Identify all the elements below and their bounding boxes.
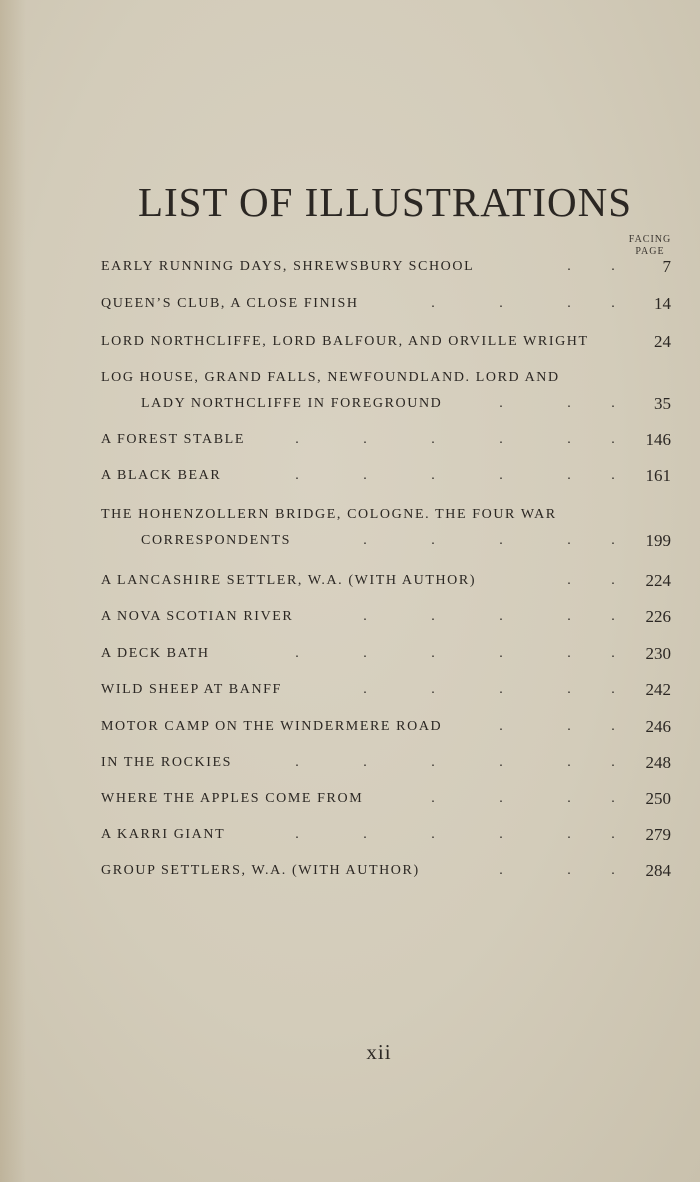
- leader-dot: .: [611, 432, 615, 447]
- leader-dot: .: [431, 827, 435, 842]
- entry-caption: A KARRI GIANT: [101, 827, 226, 842]
- entry-caption: GROUP SETTLERS, W.A. (WITH AUTHOR): [101, 863, 420, 878]
- entry-line: [101, 822, 671, 848]
- leader-dot: .: [363, 533, 367, 548]
- leader-dot: .: [295, 468, 299, 483]
- leader-dot: .: [363, 432, 367, 447]
- leader-dot: .: [499, 827, 503, 842]
- illustration-entry: [101, 254, 671, 280]
- entry-caption: A LANCASHIRE SETTLER, W.A. (WITH AUTHOR): [101, 573, 477, 588]
- entry-line: [101, 677, 671, 703]
- leader-dot: .: [567, 827, 571, 842]
- page-title: LIST OF ILLUSTRATIONS: [137, 179, 633, 225]
- entry-line: [101, 858, 671, 884]
- leader-dots: [535, 254, 623, 280]
- leader-dot: .: [363, 682, 367, 697]
- leader-dot: .: [611, 609, 615, 624]
- leader-dot: .: [431, 296, 435, 311]
- leader-dot: .: [431, 755, 435, 770]
- entry-caption: A BLACK BEAR: [101, 468, 222, 483]
- leader-dot: .: [611, 827, 615, 842]
- entry-caption: WHERE THE APPLES COME FROM: [101, 791, 364, 806]
- leader-dots: [535, 568, 623, 594]
- leader-dot: .: [567, 863, 571, 878]
- facing-page-number: 24: [654, 332, 671, 351]
- leader-dot: .: [499, 646, 503, 661]
- leader-dot: .: [567, 432, 571, 447]
- leader-dot: .: [499, 719, 503, 734]
- leader-dot: .: [363, 609, 367, 624]
- entry-line: [101, 786, 671, 812]
- leader-dot: .: [499, 682, 503, 697]
- leader-dots: [263, 463, 623, 489]
- leader-dot: .: [499, 468, 503, 483]
- illustration-entry: [101, 329, 671, 355]
- leader-dot: .: [611, 468, 615, 483]
- illustration-entry: [101, 463, 671, 489]
- entry-caption: A FOREST STABLE: [101, 432, 245, 447]
- leader-dot: .: [567, 396, 571, 411]
- illustration-entry: [101, 750, 671, 776]
- facing-page-number: 246: [645, 717, 671, 736]
- leader-dot: .: [431, 432, 435, 447]
- facing-page-number: 284: [645, 861, 671, 880]
- leader-dot: .: [611, 682, 615, 697]
- entry-line: [101, 502, 671, 528]
- leader-dot: .: [567, 468, 571, 483]
- leader-dot: .: [567, 259, 571, 274]
- facing-page-number: 224: [645, 571, 671, 590]
- leader-dot: .: [431, 791, 435, 806]
- entry-caption: A DECK BATH: [101, 646, 210, 661]
- leader-dot: .: [611, 646, 615, 661]
- leader-dots: [331, 528, 623, 554]
- illustration-entry: [101, 291, 671, 317]
- illustration-entry: [101, 604, 671, 630]
- facing-page-number: 146: [645, 430, 671, 449]
- entry-line: [101, 641, 671, 667]
- folio-page-number: xii: [366, 1040, 392, 1064]
- facing-page-number: 250: [645, 789, 671, 808]
- entry-caption: IN THE ROCKIES: [101, 755, 233, 770]
- entry-line: [101, 365, 671, 391]
- facing-page-number: 199: [645, 531, 671, 550]
- leader-dot: .: [567, 719, 571, 734]
- leader-dot: .: [363, 468, 367, 483]
- entry-line: [101, 329, 671, 355]
- leader-dot: .: [431, 646, 435, 661]
- leader-dot: .: [499, 296, 503, 311]
- leader-dots: [331, 677, 623, 703]
- facing-page-number: 7: [662, 257, 671, 276]
- leader-dots: [263, 822, 623, 848]
- leader-dot: .: [611, 863, 615, 878]
- leader-dot: .: [499, 533, 503, 548]
- leader-dot: .: [499, 396, 503, 411]
- illustration-entry: [101, 858, 671, 884]
- entry-line: [101, 254, 671, 280]
- entry-caption: A NOVA SCOTIAN RIVER: [101, 609, 294, 624]
- leader-dot: .: [611, 396, 615, 411]
- leader-dot: .: [567, 646, 571, 661]
- leader-dots: [399, 786, 623, 812]
- leader-dot: .: [295, 827, 299, 842]
- illustration-entry: [101, 365, 671, 417]
- facing-page-number: 230: [645, 644, 671, 663]
- leader-dot: .: [431, 468, 435, 483]
- leader-dot: .: [567, 573, 571, 588]
- entry-line: [101, 528, 671, 554]
- leader-dot: .: [567, 791, 571, 806]
- leader-dot: .: [611, 719, 615, 734]
- entry-line: [101, 714, 671, 740]
- facing-page-number: 226: [645, 607, 671, 626]
- illustration-entry: [101, 822, 671, 848]
- entry-caption: WILD SHEEP AT BANFF: [101, 682, 282, 697]
- illustration-entry: [101, 786, 671, 812]
- leader-dots: [467, 391, 623, 417]
- leader-dot: .: [611, 296, 615, 311]
- leader-dot: .: [567, 296, 571, 311]
- leader-dot: .: [567, 682, 571, 697]
- leader-dot: .: [499, 755, 503, 770]
- leader-dots: [331, 604, 623, 630]
- facing-header-line-2: PAGE: [635, 246, 665, 257]
- leader-dot: .: [431, 533, 435, 548]
- leader-dots: [467, 714, 623, 740]
- illustration-entry: [101, 502, 671, 554]
- entry-line: [101, 291, 671, 317]
- facing-page-number: 248: [645, 753, 671, 772]
- entry-line: [101, 463, 671, 489]
- entry-line: [101, 750, 671, 776]
- leader-dots: [467, 858, 623, 884]
- entry-caption: CORRESPONDENTS: [141, 533, 291, 548]
- leader-dot: .: [567, 609, 571, 624]
- facing-page-number: 35: [654, 394, 671, 413]
- facing-page-number: 279: [645, 825, 671, 844]
- leader-dot: .: [363, 827, 367, 842]
- leader-dot: .: [499, 432, 503, 447]
- entry-caption: MOTOR CAMP ON THE WINDERMERE ROAD: [101, 719, 443, 734]
- leader-dots: [263, 750, 623, 776]
- leader-dot: .: [431, 609, 435, 624]
- leader-dot: .: [295, 432, 299, 447]
- entry-line: [101, 391, 671, 417]
- leader-dots: [263, 641, 623, 667]
- leader-dot: .: [611, 755, 615, 770]
- leader-dot: .: [611, 791, 615, 806]
- leader-dot: .: [363, 646, 367, 661]
- entry-caption: LORD NORTHCLIFFE, LORD BALFOUR, AND ORVILLE WRIGHT: [101, 334, 589, 349]
- leader-dot: .: [295, 755, 299, 770]
- leader-dot: .: [611, 533, 615, 548]
- leader-dot: .: [611, 573, 615, 588]
- leader-dot: .: [499, 609, 503, 624]
- illustration-entry: [101, 641, 671, 667]
- facing-page-number: 14: [654, 294, 671, 313]
- entry-line: [101, 604, 671, 630]
- entry-line: [101, 427, 671, 453]
- leader-dot: .: [611, 259, 615, 274]
- leader-dot: .: [295, 646, 299, 661]
- leader-dots: [263, 427, 623, 453]
- leader-dot: .: [567, 755, 571, 770]
- entry-caption: EARLY RUNNING DAYS, SHREWSBURY SCHOOL: [101, 259, 475, 274]
- illustration-entry: [101, 427, 671, 453]
- facing-page-number: 242: [645, 680, 671, 699]
- entry-caption: LOG HOUSE, GRAND FALLS, NEWFOUNDLAND. LORD AND: [101, 370, 560, 385]
- entry-line: [101, 568, 671, 594]
- facing-page-number: 161: [645, 466, 671, 485]
- entry-caption: LADY NORTHCLIFFE IN FOREGROUND: [141, 396, 443, 411]
- facing-header-line-1: FACING: [628, 234, 672, 245]
- leader-dots: [399, 291, 623, 317]
- illustration-entry: [101, 677, 671, 703]
- leader-dot: .: [499, 791, 503, 806]
- leader-dot: .: [363, 755, 367, 770]
- entry-caption: THE HOHENZOLLERN BRIDGE, COLOGNE. THE FOUR WAR: [101, 507, 557, 522]
- illustration-entry: [101, 714, 671, 740]
- leader-dot: .: [567, 533, 571, 548]
- leader-dot: .: [431, 682, 435, 697]
- illustration-entry: [101, 568, 671, 594]
- entry-caption: QUEEN’S CLUB, A CLOSE FINISH: [101, 296, 359, 311]
- leader-dot: .: [499, 863, 503, 878]
